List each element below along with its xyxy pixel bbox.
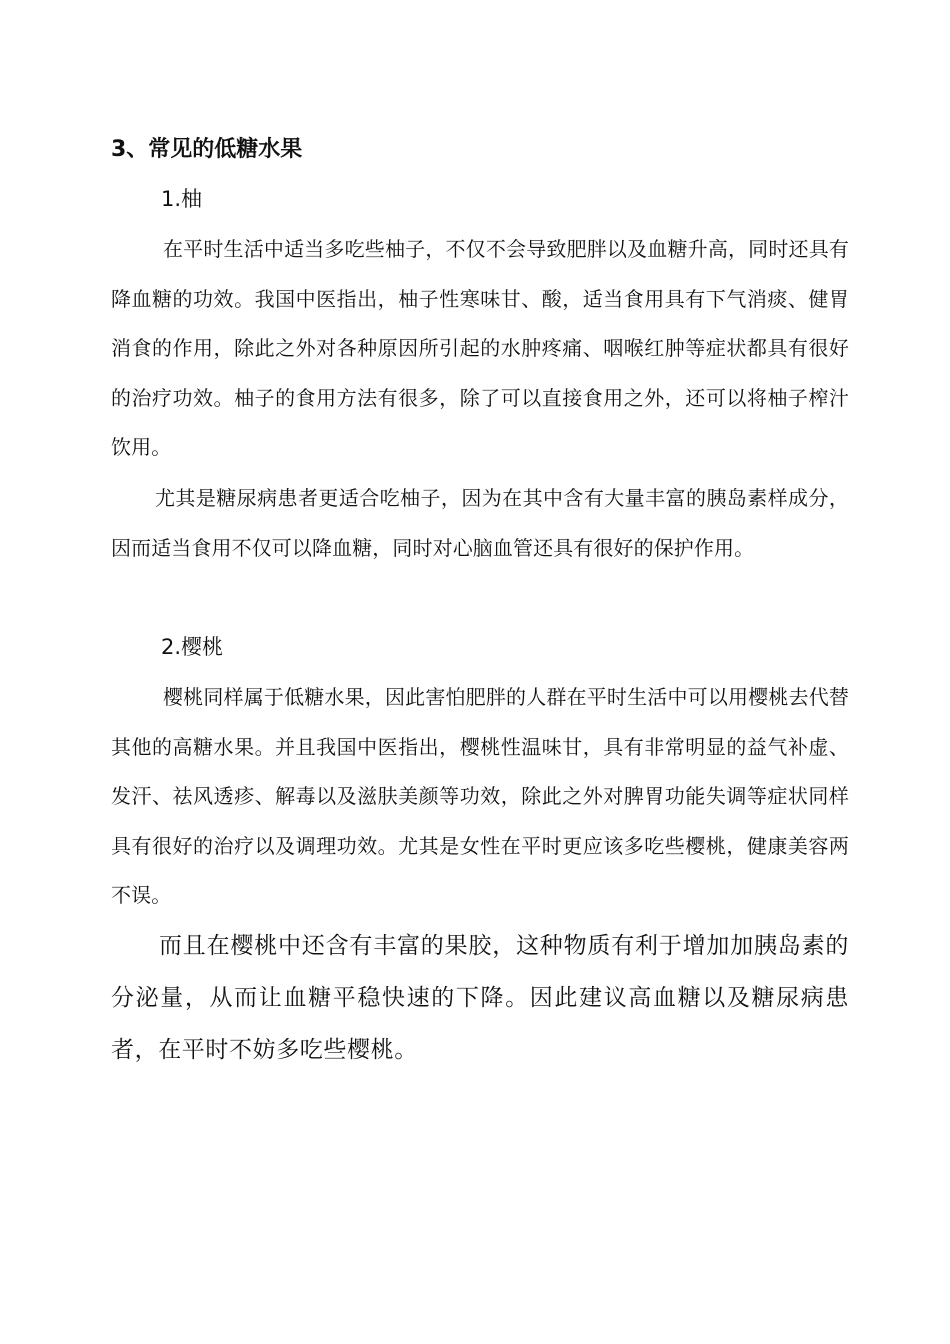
cherry-paragraph-1: 樱桃同样属于低糖水果，因此害怕肥胖的人群在平时生活中可以用樱桃去代替其他的高糖水果。并且我国中医指出，樱桃性温味甘，具有非常明显的益气补虚、发汗、祛风透疹、解毒以及滋肤美颜等功效，除此之外对脾胃功能失调等症状同样具有很好的治疗以及调理功效。尤其是女性在平时更应该多吃些樱桃，健康美容两不误。 <box>111 685 849 907</box>
fruit-heading-pomelo: 1.柚 <box>161 187 203 211</box>
cherry-paragraph-2: 而且在樱桃中还含有丰富的果胶，这种物质有利于增加加胰岛素的分泌量，从而让血糖平稳快速的下降。因此建议高血糖以及糖尿病患者，在平时不妨多吃些樱桃。 <box>111 933 849 1063</box>
fruit-heading-cherry: 2.樱桃 <box>161 635 224 659</box>
section-title: 3、常见的低糖水果 <box>111 137 303 162</box>
pomelo-paragraph-2: 尤其是糖尿病患者更适合吃柚子，因为在其中含有大量丰富的胰岛素样成分，因而适当食用不仅可以降血糖，同时对心脑血管还具有很好的保护作用。 <box>111 486 849 560</box>
pomelo-paragraph-1: 在平时生活中适当多吃些柚子，不仅不会导致肥胖以及血糖升高，同时还具有降血糖的功效。我国中医指出，柚子性寒味甘、酸，适当食用具有下气消痰、健胃消食的作用，除此之外对各种原因所引起的水肿疼痛、咽喉红肿等症状都具有很好的治疗功效。柚子的食用方法有很多，除了可以直接食用之外，还可以将柚子榨汁饮用。 <box>111 237 849 459</box>
